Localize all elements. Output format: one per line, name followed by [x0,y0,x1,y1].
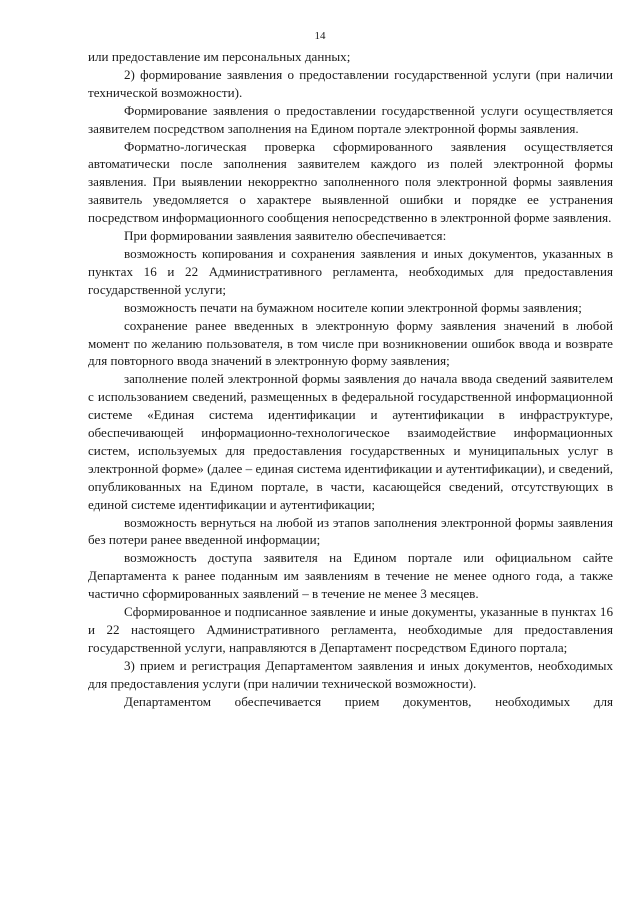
paragraph: Сформированное и подписанное заявление и иные документы, указанные в пунктах 16 и 22 настоящего Административного регламента, необходимые для предоставления государственной услуги, направляются в Департамент посредством Единого портала; [88,604,613,655]
paragraph: возможность доступа заявителя на Едином портале или официальном сайте Департамента к ранее поданным им заявлениям в течение не менее одного года, а также частично сформированных заявлений – в течение не менее 3 месяцев. [88,550,613,602]
paragraph: заполнение полей электронной формы заявления до начала ввода сведений заявителем с использованием сведений, размещенных в федеральной государственной информационной системе «Единая система идентификации и аутентификации в инфраструктуре, обеспечивающей информационно-технологическое взаимодействие информационных систем, используемых для предоставления государственных и муниципальных услуг в электронной форме» (далее – единая система идентификации и аутентификации), и сведений, опубликованных на Едином портале, в части, касающейся сведений, отсутствующих в единой системе идентификации и аутентификации; [88,371,613,512]
paragraph: Формирование заявления о предоставлении государственной услуги осуществляется заявителем посредством заполнения на Едином портале электронной формы заявления. [88,102,613,136]
paragraph: возможность печати на бумажном носителе копии электронной формы заявления; [124,299,582,315]
paragraph: возможность вернуться на любой из этапов заполнения электронной формы заявления без потери ранее введенной информации; [88,514,613,548]
paragraph: 3) прием и регистрация Департаментом заявления и иных документов, необходимых для предоставления услуги (при наличии технической возможности). [88,657,613,691]
document-body [88,48,613,711]
paragraph: Форматно-логическая проверка сформированного заявления осуществляется автоматически после заполнения заявителем каждого из полей электронной формы заявления. При выявлении некорректно заполненного поля электронной формы заявления заявитель уведомляется о характере выявленной ошибки и порядке ее устранения посредством информационного сообщения непосредственно в электронной форме заявления. [88,138,613,226]
page-number: 14 [314,30,326,42]
paragraph: возможность копирования и сохранения заявления и иных документов, указанных в пунктах 16 и 22 Административного регламента, необходимых для предоставления государственной услуги; [88,245,613,297]
paragraph: При формировании заявления заявителю обеспечивается: [124,228,447,244]
paragraph: сохранение ранее введенных в электронную форму заявления значений в любой момент по желанию пользователя, в том числе при возникновении ошибок ввода и возврате для повторного ввода значений в электронную форму заявления; [88,317,613,369]
paragraph: Департаментом обеспечивается прием документов, необходимых для [124,693,613,709]
paragraph: или предоставление им персональных данных; [88,49,351,64]
paragraph: 2) формирование заявления о предоставлении государственной услуги (при наличии технической возможности). [88,66,613,100]
